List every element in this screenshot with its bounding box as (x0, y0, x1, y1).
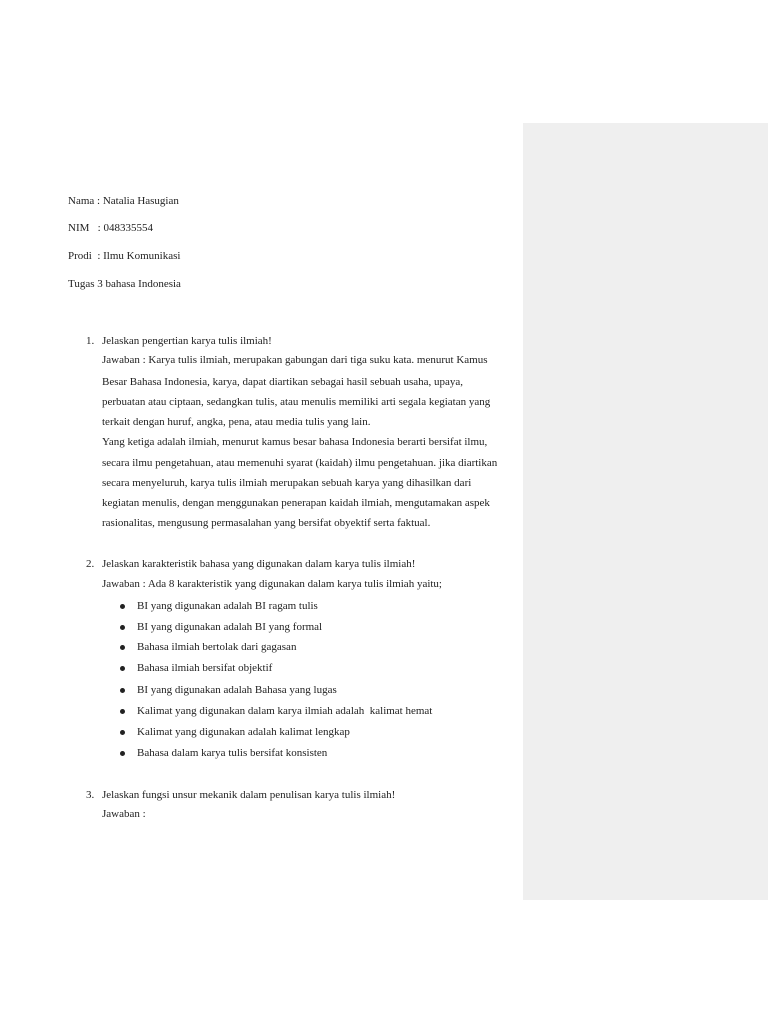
list-item: Bahasa ilmiah bersifat objektif (137, 662, 273, 674)
answer-line: Jawaban : Ada 8 karakteristik yang digunakan dalam karya tulis ilmiah yaitu; (102, 578, 442, 590)
list-item: BI yang digunakan adalah Bahasa yang lugas (137, 684, 337, 696)
comment-margin-pane (523, 123, 768, 900)
assignment-title: Tugas 3 bahasa Indonesia (68, 278, 181, 290)
question-number: 3. (86, 789, 95, 801)
list-item: Kalimat yang digunakan adalah kalimat lengkap (137, 726, 350, 738)
answer-line: kegiatan menulis, dengan menggunakan penerapan kaidah ilmiah, mengutamakan aspek (102, 497, 490, 509)
bullet-icon (120, 751, 125, 756)
answer-line: secara menyeluruh, karya tulis ilmiah merupakan sebuah karya yang dihasilkan dari (102, 477, 472, 489)
bullet-icon (120, 709, 125, 714)
answer-line: perbuatan atau ciptaan, sedangkan tulis, atau menulis memiliki arti segala kegiatan yang (102, 396, 491, 408)
answer-line: rasionalitas, mengusung permasalahan yang bersifat obyektif serta faktual. (102, 517, 431, 529)
bullet-icon (120, 688, 125, 693)
question-text: Jelaskan fungsi unsur mekanik dalam penulisan karya tulis ilmiah! (102, 789, 396, 801)
answer-line: Jawaban : (102, 808, 146, 820)
study-program: Prodi : Ilmu Komunikasi (68, 250, 181, 262)
answer-line: Yang ketiga adalah ilmiah, menurut kamus besar bahasa Indonesia berarti bersifat ilmu, (102, 436, 488, 448)
answer-line: Jawaban : Karya tulis ilmiah, merupakan gabungan dari tiga suku kata. menurut Kamus (102, 354, 488, 366)
bullet-icon (120, 625, 125, 630)
question-text: Jelaskan pengertian karya tulis ilmiah! (102, 335, 272, 347)
answer-line: terkait dengan huruf, angka, pena, atau media tulis yang lain. (102, 416, 371, 428)
list-item: Kalimat yang digunakan dalam karya ilmiah adalah kalimat hemat (137, 705, 433, 717)
question-number: 2. (86, 558, 95, 570)
list-item: BI yang digunakan adalah BI yang formal (137, 621, 323, 633)
answer-line: Besar Bahasa Indonesia, karya, dapat diartikan sebagai hasil sebuah usaha, upaya, (102, 376, 464, 388)
student-nim: NIM : 048335554 (68, 222, 153, 234)
student-name: Nama : Natalia Hasugian (68, 195, 179, 207)
bullet-icon (120, 645, 125, 650)
bullet-icon (120, 666, 125, 671)
question-text: Jelaskan karakteristik bahasa yang digunakan dalam karya tulis ilmiah! (102, 558, 416, 570)
bullet-icon (120, 730, 125, 735)
question-number: 1. (86, 335, 95, 347)
list-item: BI yang digunakan adalah BI ragam tulis (137, 600, 318, 612)
answer-line: secara ilmu pengetahuan, atau memenuhi syarat (kaidah) ilmu pengetahuan. jika diartikan (102, 457, 498, 469)
list-item: Bahasa ilmiah bertolak dari gagasan (137, 641, 297, 653)
bullet-icon (120, 604, 125, 609)
list-item: Bahasa dalam karya tulis bersifat konsisten (137, 747, 328, 759)
